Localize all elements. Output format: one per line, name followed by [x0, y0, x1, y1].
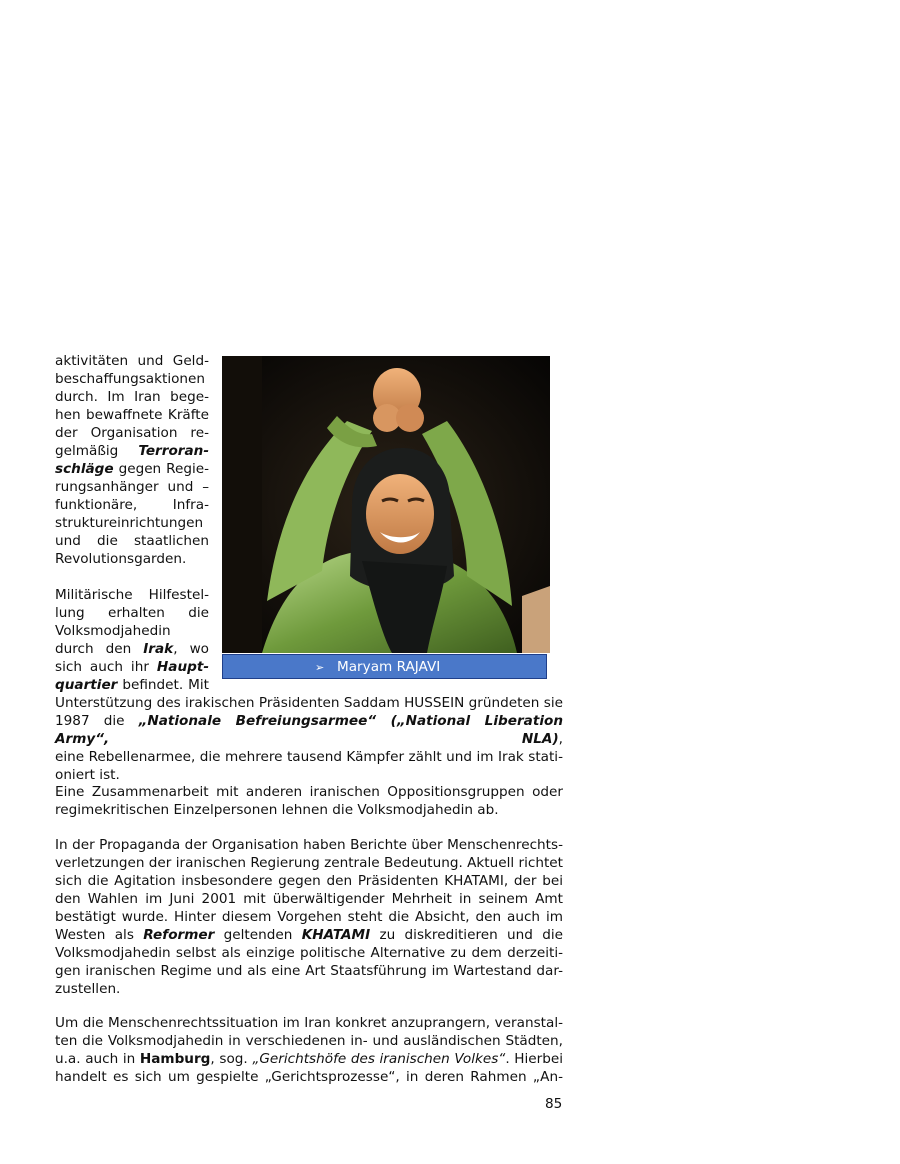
emphasis-hamburg: Hamburg: [139, 1051, 211, 1067]
text-run: , wo: [173, 641, 209, 657]
emphasis-hauptquartier-2: quartier: [55, 677, 118, 693]
text-run: , sog.: [210, 1051, 253, 1067]
text-line: funktionäre, Infra-: [55, 497, 209, 513]
text-run: . Hierbei: [505, 1051, 563, 1067]
text-line: oniert ist.: [55, 767, 120, 783]
page-number: 85: [545, 1096, 563, 1112]
text-line: den Wahlen im Juni 2001 mit überwältigender Mehrheit in seinem Amt: [55, 891, 563, 907]
paragraph-cooperation: [55, 783, 563, 819]
text-run: durch den: [55, 641, 144, 657]
emphasis-gerichtshoefe: „Gerichtshöfe des iranischen Volkes“: [252, 1051, 506, 1067]
left-column-top: [55, 352, 209, 568]
emphasis-terroranschlaege-2: schläge: [55, 461, 114, 477]
text-line: Um die Menschenrechtssituation im Iran konkret anzuprangern, veranstal-: [55, 1015, 563, 1031]
text-line: verletzungen der iranischen Regierung zentrale Bedeutung. Aktuell richtet: [55, 855, 563, 871]
text-line: [55, 640, 209, 658]
emphasis-reformer: Reformer: [143, 927, 215, 943]
text-line: Unterstützung des irakischen Präsidenten Saddam HUSSEIN gründeten sie: [55, 695, 563, 711]
portrait-photo: [222, 356, 550, 653]
text-line: eine Rebellenarmee, die mehrere tausend Kämpfer zählt und im Irak stati-: [55, 749, 563, 765]
text-line: gen iranischen Regime und als eine Art Staatsführung im Wartestand dar-: [55, 963, 563, 979]
photo-caption: [222, 654, 547, 679]
left-column-middle: [55, 586, 209, 694]
text-run: sich auch ihr: [55, 659, 157, 675]
text-run: gelmäßig: [55, 443, 139, 459]
text-line: durch. Im Iran bege-: [55, 389, 209, 405]
text-line: rungsanhänger und –: [55, 479, 209, 495]
text-line: [55, 712, 563, 748]
text-run: zu diskreditieren und die: [370, 927, 564, 943]
emphasis-irak: Irak: [143, 641, 174, 657]
text-run: Westen als: [55, 927, 144, 943]
text-line: [55, 658, 209, 676]
text-line: zustellen.: [55, 981, 121, 997]
text-line: sich die Agitation insbesondere gegen den Präsidenten KHATAMI, der bei: [55, 873, 563, 889]
text-line: hen bewaffnete Kräfte: [55, 407, 209, 423]
text-line: In der Propaganda der Organisation haben Berichte über Menschenrechts-: [55, 837, 563, 853]
text-line: und die staatlichen: [55, 533, 209, 549]
text-line: handelt es sich um gespielte „Gerichtsprozesse“, in deren Rahmen „An-: [55, 1069, 563, 1085]
text-line: beschaffungsaktionen: [55, 371, 206, 387]
paragraph-tribunals: [55, 1014, 563, 1086]
emphasis-nla: „Nationale Befreiungsarmee“ („National Liberation Army“, NLA): [55, 713, 563, 747]
text-line: [55, 460, 209, 478]
text-line: bestätigt wurde. Hinter diesem Vorgehen steht die Absicht, den auch im: [55, 909, 563, 925]
arrow-bullet-icon: ➢: [315, 661, 325, 674]
text-run: u.a. auch in: [55, 1051, 140, 1067]
emphasis-khatami: KHATAMI: [301, 927, 371, 943]
text-line: Volksmodjahedin selbst als einzige politische Alternative zu dem derzeiti-: [55, 945, 563, 961]
text-line: [55, 926, 563, 944]
text-line: Revolutionsgarden.: [55, 551, 187, 567]
text-line: struktureinrichtungen: [55, 515, 204, 531]
caption-text: Maryam RAJAVI: [337, 659, 441, 675]
text-run: befindet. Mit: [117, 677, 209, 693]
text-line: [55, 442, 209, 460]
emphasis-terroranschlaege-1: Terroran-: [138, 443, 209, 459]
text-line: lung erhalten die: [55, 605, 209, 621]
text-run: 1987 die: [55, 713, 139, 729]
text-line: [55, 1050, 563, 1068]
text-line: aktivitäten und Geld-: [55, 353, 209, 369]
text-line: [55, 676, 209, 694]
portrait-photo-illustration: [222, 356, 550, 653]
text-line: Militärische Hilfestel-: [55, 587, 209, 603]
text-run: gegen Regie-: [113, 461, 209, 477]
text-run: ,: [558, 731, 563, 747]
text-line: ten die Volksmodjahedin in verschiedenen in- und ausländischen Städten,: [55, 1033, 563, 1049]
paragraph-nla: [55, 694, 563, 784]
text-line: Volksmodjahedin: [55, 623, 171, 639]
text-line: Eine Zusammenarbeit mit anderen iranischen Oppositionsgruppen oder: [55, 784, 563, 800]
text-line: der Organisation re-: [55, 425, 209, 441]
text-line: regimekritischen Einzelpersonen lehnen die Volksmodjahedin ab.: [55, 802, 499, 818]
paragraph-propaganda: [55, 836, 563, 998]
text-run: geltenden: [214, 927, 302, 943]
emphasis-hauptquartier-1: Haupt-: [156, 659, 209, 675]
